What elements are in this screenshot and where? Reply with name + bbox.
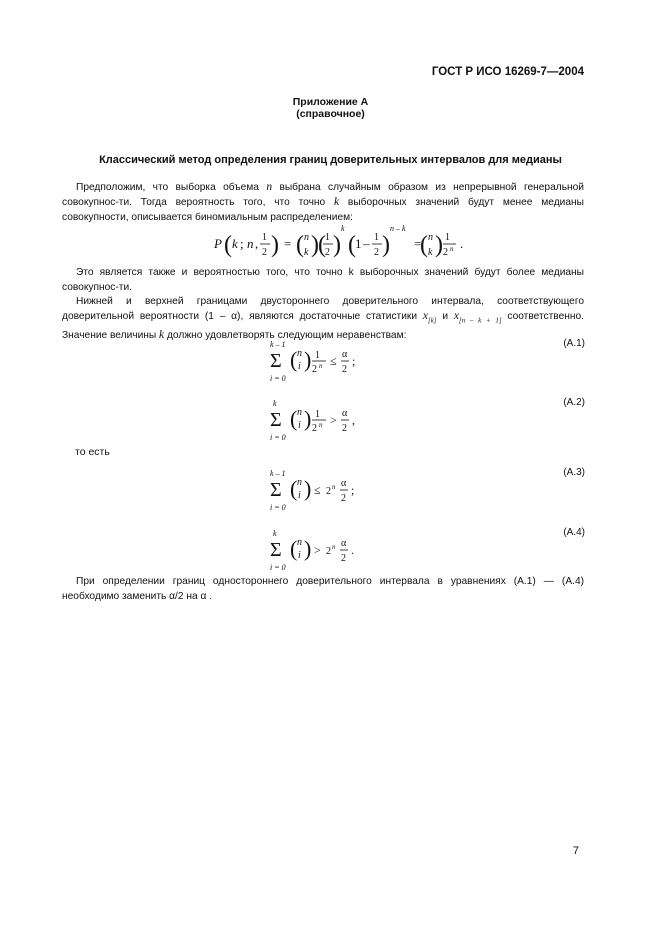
- svg-text:): ): [333, 232, 341, 258]
- svg-text:n: n: [332, 543, 336, 551]
- svg-text:2: 2: [443, 247, 448, 258]
- svg-text:): ): [435, 232, 443, 258]
- svg-text:α: α: [342, 349, 348, 360]
- svg-text:2: 2: [312, 364, 317, 375]
- section-title: Классический метод определения границ доверительных интервалов для медианы: [99, 154, 562, 166]
- svg-text:2: 2: [325, 247, 330, 258]
- svg-text:2: 2: [326, 486, 331, 497]
- svg-text:;: ;: [352, 354, 356, 368]
- svg-text:α: α: [341, 538, 347, 549]
- svg-text:k – 1: k – 1: [270, 469, 286, 478]
- svg-text:i: i: [298, 420, 301, 431]
- svg-text:k: k: [428, 247, 433, 258]
- svg-text:2: 2: [341, 553, 346, 564]
- svg-text:i = 0: i = 0: [270, 563, 286, 572]
- svg-text:;: ;: [351, 483, 355, 497]
- svg-text:=: =: [284, 236, 292, 251]
- svg-text:(: (: [224, 232, 232, 258]
- svg-text:.: .: [460, 236, 464, 251]
- svg-text:>: >: [314, 543, 321, 557]
- p3-text-b: и: [436, 311, 454, 322]
- paragraph-2: [62, 265, 584, 295]
- svg-text:P: P: [214, 236, 222, 251]
- svg-text:(: (: [290, 406, 298, 431]
- svg-text:): ): [271, 232, 279, 258]
- p1-var-k: k: [334, 196, 340, 208]
- to-est-text: то есть: [75, 446, 110, 458]
- svg-text:Σ: Σ: [270, 479, 282, 501]
- svg-text:n: n: [319, 362, 323, 370]
- svg-text:(: (: [318, 232, 326, 258]
- svg-text:n: n: [297, 477, 302, 488]
- svg-text:>: >: [330, 413, 337, 427]
- svg-text:n: n: [297, 348, 302, 359]
- svg-text:–: –: [363, 236, 370, 251]
- p3-text-a: Нижней и верхней границами двустороннего доверительного интервала, соответствующего доверительной вероятности (1 – α), являются достаточные статистики: [62, 296, 584, 322]
- svg-text:Σ: Σ: [270, 539, 282, 561]
- svg-text:n: n: [297, 537, 302, 548]
- paragraph-1: [62, 180, 584, 225]
- p1-text-c: выборочных значений будут менее медианы совокупности, описывается биномиальным распределением:: [62, 197, 584, 223]
- page-number: 7: [572, 845, 579, 857]
- svg-text:n: n: [319, 421, 323, 429]
- svg-text:Σ: Σ: [270, 350, 282, 372]
- svg-text:(: (: [420, 232, 428, 258]
- p1-text-a: Предположим, что выборка объема: [76, 182, 267, 193]
- svg-text:k: k: [304, 247, 309, 258]
- svg-text:2: 2: [342, 364, 347, 375]
- p3-var-k: k: [159, 329, 165, 342]
- svg-text:1: 1: [315, 350, 320, 361]
- svg-text:(: (: [290, 536, 298, 561]
- svg-text:1: 1: [325, 232, 330, 243]
- svg-text:.: .: [351, 543, 354, 557]
- svg-text:n: n: [247, 236, 254, 251]
- equation-a2: [270, 396, 390, 444]
- svg-text:(: (: [290, 347, 298, 372]
- svg-text:,: ,: [352, 413, 355, 427]
- svg-text:i = 0: i = 0: [270, 374, 286, 383]
- svg-text:k – 1: k – 1: [270, 340, 286, 349]
- appendix-title: Приложение А: [292, 96, 369, 108]
- svg-text:Σ: Σ: [270, 409, 282, 431]
- svg-text:): ): [311, 232, 319, 258]
- svg-text:1: 1: [262, 232, 267, 243]
- svg-text:): ): [304, 347, 312, 372]
- svg-text:2: 2: [342, 423, 347, 434]
- svg-text:): ): [304, 406, 312, 431]
- svg-text:α: α: [342, 408, 348, 419]
- svg-text:i = 0: i = 0: [270, 503, 286, 512]
- equation-a3: [270, 466, 390, 514]
- svg-text:α: α: [341, 478, 347, 489]
- svg-text:k: k: [232, 236, 238, 251]
- svg-text:i: i: [298, 550, 301, 561]
- svg-text:2: 2: [326, 546, 331, 557]
- svg-text:;: ;: [240, 236, 244, 251]
- equation-a1: [270, 337, 390, 385]
- svg-text:n – k: n – k: [390, 224, 406, 233]
- p1-text-b: выбрана случайным образом из непрерывной генеральной совокупнос-ти. Тогда вероятность того, что точно: [62, 182, 584, 208]
- standard-header: ГОСТ Р ИСО 16269-7—2004: [431, 66, 584, 78]
- svg-text:1: 1: [445, 232, 450, 243]
- svg-text:1: 1: [315, 409, 320, 420]
- svg-text:): ): [304, 536, 312, 561]
- equation-number-a3: (А.3): [563, 467, 585, 478]
- p4-text: При определении границ одностороннего доверительного интервала в уравнениях (А.1) — (А.4) необходимо заменить α/2 на α .: [62, 576, 584, 602]
- svg-text:1: 1: [355, 236, 362, 251]
- appendix-heading: [0, 96, 661, 120]
- svg-text:k: k: [273, 399, 277, 408]
- stat-x-k: $x_{[k]}$: [422, 310, 437, 325]
- p3-text-d: должно удовлетворять следующим неравенствам:: [164, 330, 407, 342]
- equation-a4: [270, 526, 390, 574]
- svg-text:,: ,: [255, 236, 259, 251]
- p2-text: Это является также и вероятностью того, что точно k выборочных значений будут более медианы совокупнос-ти.: [62, 267, 584, 293]
- svg-text:2: 2: [341, 493, 346, 504]
- svg-text:k: k: [273, 529, 277, 538]
- svg-text:1: 1: [374, 232, 379, 243]
- svg-text:): ): [304, 476, 312, 501]
- svg-text:n: n: [332, 483, 336, 491]
- svg-text:n: n: [304, 232, 309, 243]
- equation-number-a2: (А.2): [563, 397, 585, 408]
- svg-text:): ): [382, 232, 390, 258]
- svg-text:i = 0: i = 0: [270, 433, 286, 442]
- svg-text:2: 2: [374, 247, 379, 258]
- paragraph-3: [62, 294, 584, 343]
- svg-text:k: k: [341, 224, 345, 233]
- svg-text:n: n: [428, 232, 433, 243]
- appendix-subtitle: (справочное): [296, 108, 365, 120]
- stat-x-n-k-1: $x_{[n - k + 1]}$: [453, 310, 502, 325]
- equation-number-a4: (А.4): [563, 527, 585, 538]
- svg-text:2: 2: [262, 247, 267, 258]
- svg-text:n: n: [297, 407, 302, 418]
- svg-text:i: i: [298, 361, 301, 372]
- equation-number-a1: (А.1): [563, 338, 585, 349]
- svg-text:≤: ≤: [314, 483, 321, 497]
- svg-text:n: n: [450, 245, 454, 253]
- svg-text:≤: ≤: [330, 354, 337, 368]
- p3-text-c: соответственно. Значение величины: [62, 311, 584, 342]
- svg-text:(: (: [348, 232, 356, 258]
- p1-var-n: n: [266, 181, 273, 193]
- svg-text:2: 2: [312, 423, 317, 434]
- svg-text:(: (: [296, 232, 304, 258]
- svg-text:=: =: [414, 236, 422, 251]
- svg-text:i: i: [298, 490, 301, 501]
- svg-text:(: (: [290, 476, 298, 501]
- paragraph-4: [62, 574, 584, 604]
